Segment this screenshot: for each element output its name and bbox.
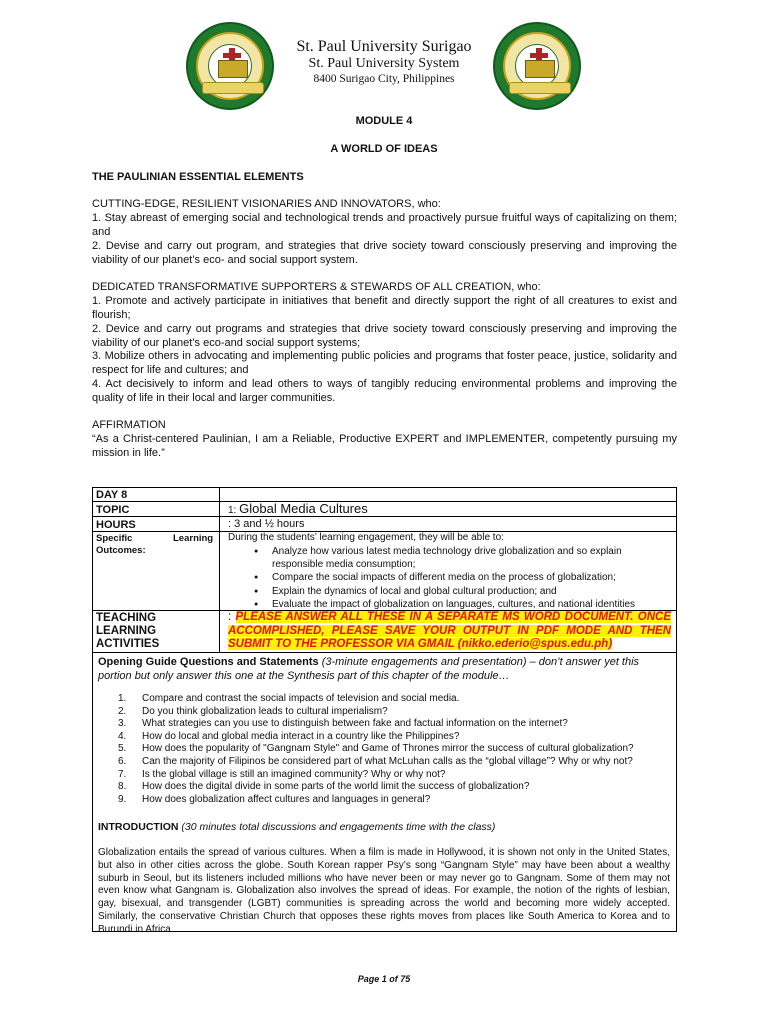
list-item: ● Compare the social impacts of different media on the process of globalization; (244, 572, 664, 585)
guide-paragraph (98, 655, 673, 683)
section1-heading: CUTTING-EDGE, RESILIENT VISIONARIES AND INNOVATORS, who: (92, 198, 441, 210)
hours-value: : 3 and ½ hours (228, 518, 305, 530)
list-item: 6. Can the majority of Filipinos be considered part of what McLuhan calls as the “global village”? Why or why not? (118, 755, 633, 767)
university-name: St. Paul University Surigao (296, 38, 472, 55)
module-title: A WORLD OF IDEAS (330, 143, 438, 155)
list-item: 9. How does globalization affect cultures and languages in general? (118, 793, 431, 805)
list-item: 4. How do local and global media interact in a country like the Philippines? (118, 730, 460, 742)
table-rule (92, 516, 677, 517)
topic-value (228, 502, 368, 518)
introduction-line (98, 820, 495, 834)
university-system: St. Paul University System (308, 56, 460, 71)
module-label: MODULE 4 (355, 115, 413, 127)
topic-label: TOPIC (96, 504, 130, 516)
slo-intro: During the students’ learning engagement, they will be able to: (228, 532, 504, 543)
instruction-colon: : (228, 611, 236, 623)
topic-title: Global Media Cultures (239, 501, 368, 516)
table-column-rule (219, 487, 220, 652)
list-item: 2. Do you think globalization leads to cultural imperialism? (118, 705, 388, 717)
list-item: ● Explain the dynamics of local and global cultural production; and (244, 586, 664, 599)
essential-elements-heading: THE PAULINIAN ESSENTIAL ELEMENTS (92, 171, 304, 183)
guide-heading: Opening Guide Questions and Statements (98, 656, 319, 668)
section1-item-1: 1. Stay abreast of emerging social and technological trends and proactively pursue fruitful ways of capitalizing on them; and (92, 212, 677, 238)
list-item: 3. What strategies can you use to distinguish between fake and factual information on the internet? (118, 718, 568, 730)
topic-prefix: 1: (228, 505, 240, 516)
list-item: ● Analyze how various latest media technology drive globalization and so explain responsible media consumption; (244, 546, 664, 571)
submission-instruction (228, 611, 671, 652)
list-item: 1. Compare and contrast the social impacts of television and social media. (118, 693, 460, 704)
section2-item-3: 3. Mobilize others in advocating and implementing public policies and programs that foster peace, justice, solidarity and respect for life and cultures; and (92, 350, 677, 376)
affirmation-heading: AFFIRMATION (92, 419, 166, 431)
page-number: Page 1 of 75 (357, 974, 411, 984)
day-label: DAY 8 (96, 489, 128, 501)
table-rule (92, 652, 677, 653)
instruction-text: PLEASE ANSWER ALL THESE IN A SEPARATE MS WORD DOCUMENT. ONCE ACCOMPLISHED, PLEASE SAVE YOUR OUTPUT IN PDF MODE AND THEN SUBMIT TO THE PROFESSOR VIA GMAIL (nikko.ederio@spus.edu.ph) (228, 611, 671, 650)
section1-item-2: 2. Devise and carry out program, and strategies that drive society toward consciously preserving and improving the viability of our planet’s eco- and social support system. (92, 240, 677, 266)
section2-heading: DEDICATED TRANSFORMATIVE SUPPORTERS & STEWARDS OF ALL CREATION, who: (92, 281, 541, 293)
list-item: 7. Is the global village is still an imagined community? Why or why not? (118, 768, 446, 780)
affirmation-text: “As a Christ-centered Paulinian, I am a Reliable, Productive EXPERT and IMPLEMENTER, competently pursuing my mission in life.” (92, 433, 677, 459)
university-seal-right-icon (493, 22, 581, 110)
list-item: ● Evaluate the impact of globalization on languages, cultures, and national identities (244, 599, 664, 612)
guide-note: (3-minute engagements and presentation) – don’t answer yet this portion but only answer this one at the Synthesis part of this chapter of the module… (98, 656, 640, 682)
university-address: 8400 Surigao City, Philippines (313, 73, 455, 85)
table-rule (92, 501, 677, 502)
hours-label: HOURS (96, 519, 136, 531)
section2-item-4: 4. Act decisively to inform and lead others to ways of tangibly reducing environmental problems and improving the quality of life in their local and larger communities. (92, 378, 677, 404)
introduction-note: (30 minutes total discussions and engagements time with the class) (178, 821, 496, 833)
tla-label-activities: ACTIVITIES (96, 638, 160, 650)
slo-label-outcomes: Outcomes: (96, 545, 146, 556)
tla-label-teaching: TEACHING (96, 612, 157, 624)
university-seal-left-icon (186, 22, 274, 110)
slo-label-learning: Learning (173, 533, 214, 544)
list-item: 8. How does the digital divide in some parts of the world limit the success of globalization? (118, 781, 530, 793)
section2-item-2: 2. Device and carry out programs and strategies that drive society toward consciously preserving and improving the viability of our planet’s eco-and social support systems; (92, 323, 677, 349)
tla-label-learning: LEARNING (96, 625, 157, 637)
slo-label-specific: Specific (96, 533, 133, 544)
list-item: 5. How does the popularity of "Gangnam Style" and Game of Thrones mirror the success of cultural globalization? (118, 743, 634, 755)
section2-item-1: 1. Promote and actively participate in initiatives that benefit and directly support the right of all creatures to exist and flourish; (92, 295, 677, 321)
introduction-paragraph: Globalization entails the spread of various cultures. When a film is made in Hollywood, it is shown not only in the United States, but also in other cities across the globe. South Korean rapper Psy’s song “Gangnam Style” may have been about a wealthy suburb in Seoul, but its listeners included millions who have never been or may never go to Gangnam. Some of them may not even know what Gangnam is. Globalization also involves the spread of ideas. For example, the notion of the rights of lesbian, gay, bisexual, and transgender (LGBT) communities is spreading across the world and becoming more widely accepted. Similarly, the conservative Christian Church that opposes these rights moves from places like South America to Korea and to Burundi in Africa. (98, 847, 670, 935)
slo-list (244, 546, 664, 613)
introduction-heading: INTRODUCTION (98, 821, 179, 833)
guide-questions (118, 693, 658, 806)
